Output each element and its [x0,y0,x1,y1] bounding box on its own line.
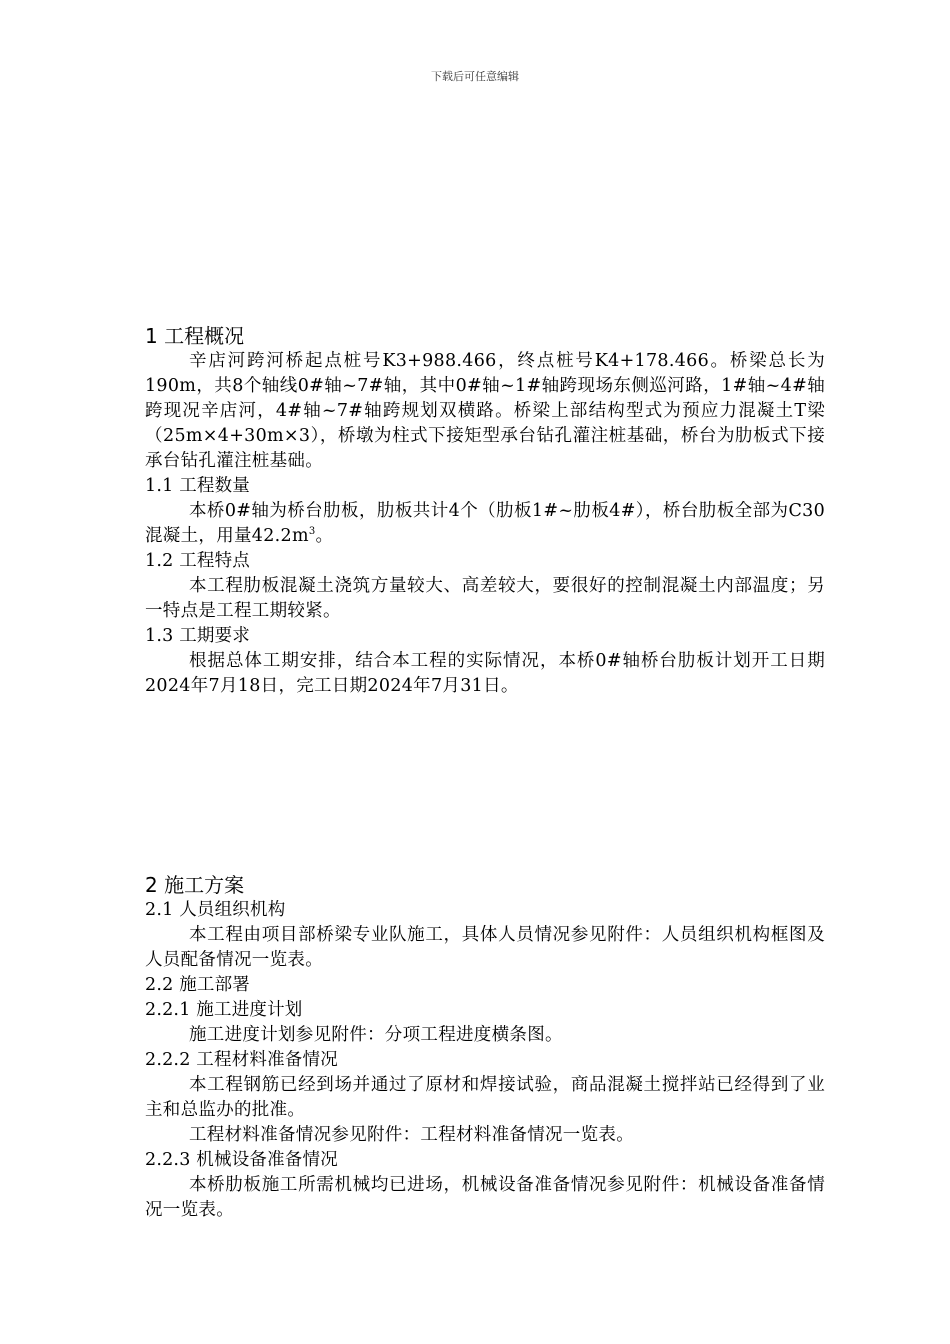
section-2-2-2-text-b: 工程材料准备情况参见附件：工程材料准备情况一览表。 [189,1125,634,1145]
section-2-title: 2 施工方案 [145,873,245,897]
cubic-superscript: 3 [308,526,316,538]
page-header: 下载后可任意编辑 [431,70,519,83]
section-construction-plan [145,872,825,1223]
section-1-1-title: 1.1 工程数量 [145,476,250,496]
section-2-2-2-title: 2.2.2 工程材料准备情况 [145,1050,338,1070]
section-2-2-3-text: 本桥肋板施工所需机械均已进场，机械设备准备情况参见附件：机械设备准备情况一览表。 [145,1175,825,1220]
section-1-3-title: 1.3 工期要求 [145,626,250,646]
section-1-3-text: 根据总体工期安排，结合本工程的实际情况，本桥0#轴桥台肋板计划开工日期2024年7月18日，完工日期2024年7月31日。 [145,651,825,696]
section-2-1-text: 本工程由项目部桥梁专业队施工，具体人员情况参见附件：人员组织机构框图及人员配备情况一览表。 [145,925,825,970]
section-1-1-text-main: 本桥0#轴为桥台肋板，肋板共计4个（肋板1#~肋板4#），桥台肋板全部为C30混凝土，用量42.2m [145,501,825,546]
section-1-2-text: 本工程肋板混凝土浇筑方量较大、高差较大，要很好的控制混凝土内部温度；另一特点是工程工期较紧。 [145,576,825,621]
section-1-title: 1 工程概况 [145,324,245,348]
section-1-1-text [145,499,825,549]
section-2-2-3-title: 2.2.3 机械设备准备情况 [145,1150,338,1170]
section-2-2-title: 2.2 施工部署 [145,975,250,995]
section-2-2-1-text: 施工进度计划参见附件：分项工程进度横条图。 [189,1025,563,1045]
section-1-1-text-end: 。 [315,526,334,546]
section-2-1-title: 2.1 人员组织机构 [145,900,286,920]
section-1-intro: 辛店河跨河桥起点桩号K3+988.466，终点桩号K4+178.466。桥梁总长为190m，共8个轴线0#轴~7#轴，其中0#轴~1#轴跨现场东侧巡河路，1#轴~4#轴跨现况辛店河，4#轴~7#轴跨规划双横路。桥梁上部结构型式为预应力混凝土T梁（25m×4+30m×3），桥墩为柱式下接矩型承台钻孔灌注桩基础，桥台为肋板式下接承台钻孔灌注桩基础。 [145,351,825,471]
section-2-2-1-title: 2.2.1 施工进度计划 [145,1000,303,1020]
section-1-2-title: 1.2 工程特点 [145,551,250,571]
section-2-2-2-text-a: 本工程钢筋已经到场并通过了原材和焊接试验，商品混凝土搅拌站已经得到了业主和总监办的批准。 [145,1075,825,1120]
section-project-overview [145,323,825,699]
